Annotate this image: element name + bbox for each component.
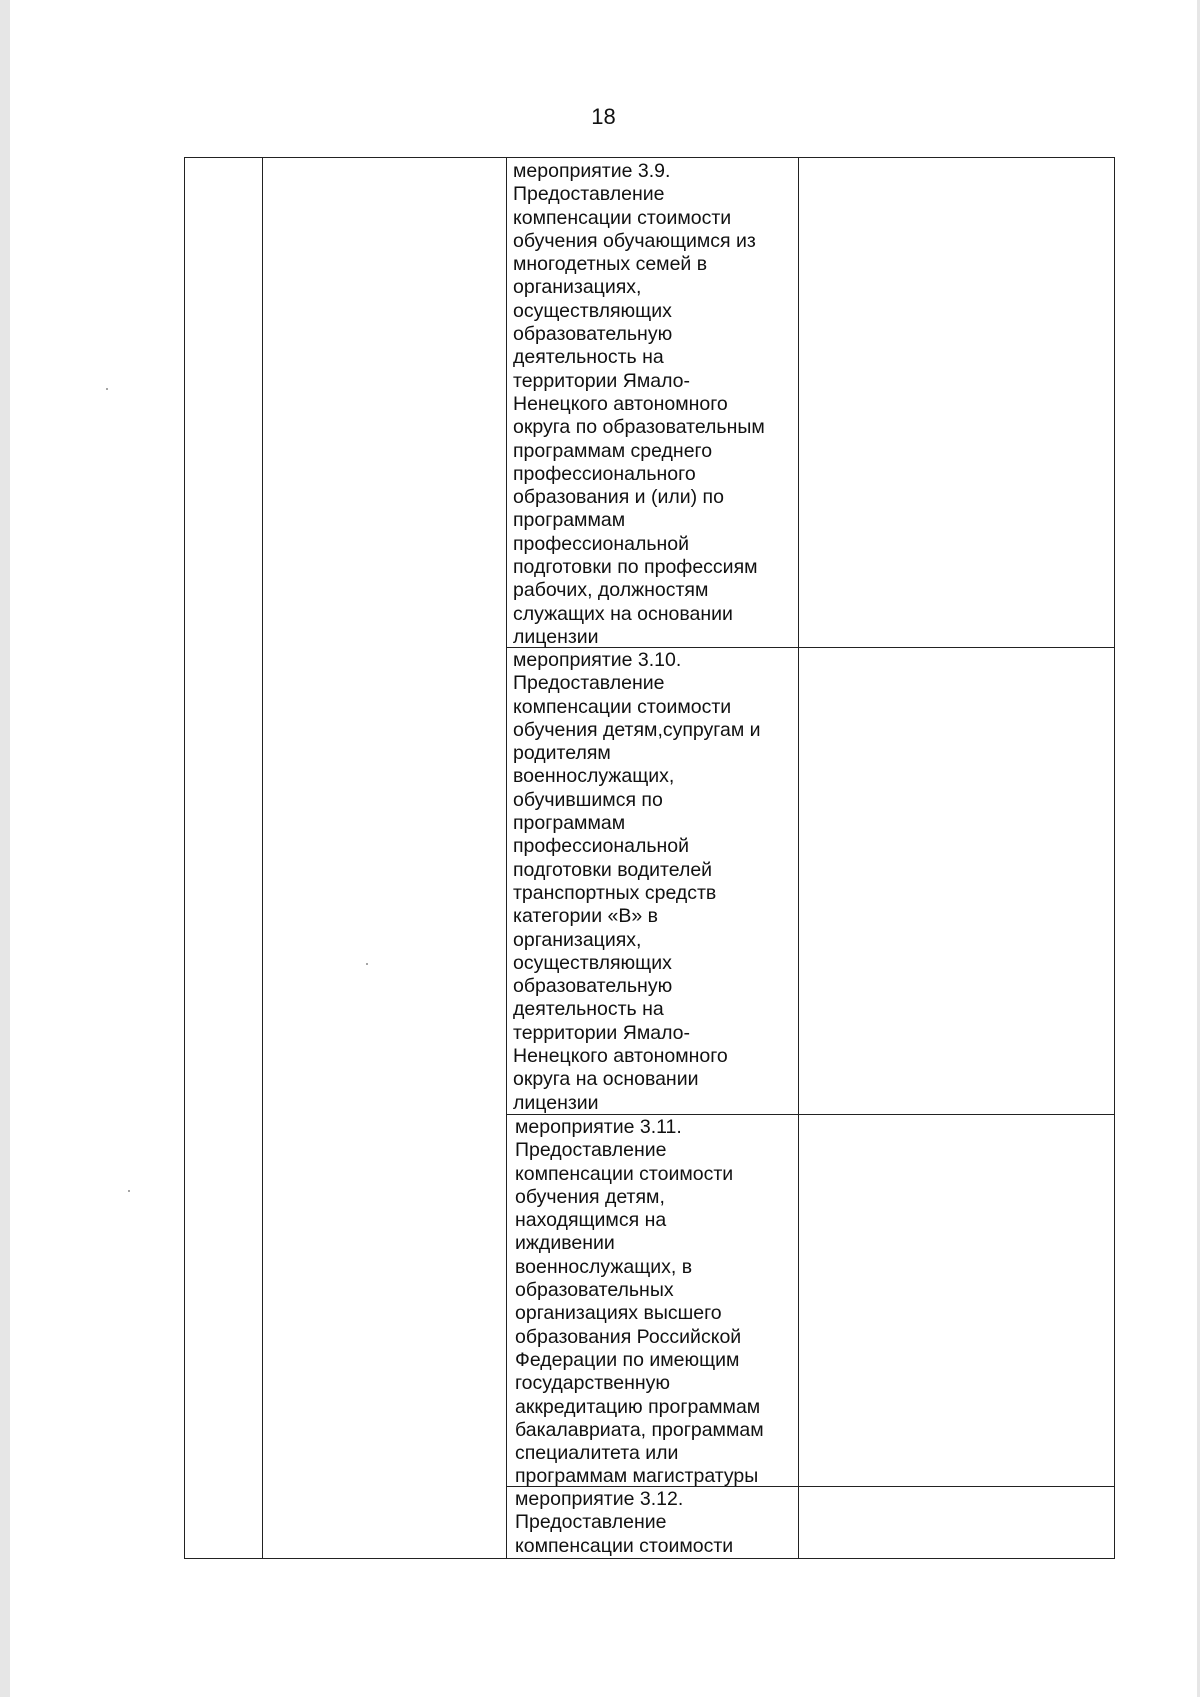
column-divider-1 bbox=[262, 158, 263, 1558]
scan-speck bbox=[106, 388, 108, 390]
document-page bbox=[10, 0, 1197, 1697]
measure-cell-3-9: мероприятие 3.9. Предоставление компенсации стоимости обучения обучающимся из многодетных семей в организациях, осуществляющих образовательную деятельность на территории Ямало- Ненецкого автономного округа по образовательным программам среднего профессионального образования и (или) по программам профессиональной подготовки по профессиям рабочих, должностям служащих на основании лицензии bbox=[513, 160, 765, 648]
scan-speck bbox=[366, 963, 368, 965]
page-number: 18 bbox=[591, 104, 616, 129]
measure-cell-3-11: мероприятие 3.11. Предоставление компенсации стоимости обучения детям, находящимся на иждивении военнослужащих, в образовательных организациях высшего образования Российской Федерации по имеющим государственную аккредитацию программам бакалавриата, программам специалитета или программам магистратуры bbox=[515, 1116, 764, 1488]
column-divider-2 bbox=[506, 158, 507, 1558]
measure-cell-3-12: мероприятие 3.12. Предоставление компенсации стоимости bbox=[515, 1488, 734, 1557]
measures-table bbox=[184, 157, 1115, 1559]
scan-speck bbox=[128, 1190, 130, 1192]
measure-cell-3-10: мероприятие 3.10. Предоставление компенсации стоимости обучения детям,супругам и родителям военнослужащих, обучившимся по программам профессиональной подготовки водителей транспортных средств категории «В» в организациях, осуществляющих образовательную деятельность на территории Ямало- Ненецкого автономного округа на основании лицензии bbox=[513, 649, 761, 1114]
column-divider-3 bbox=[798, 158, 799, 1558]
